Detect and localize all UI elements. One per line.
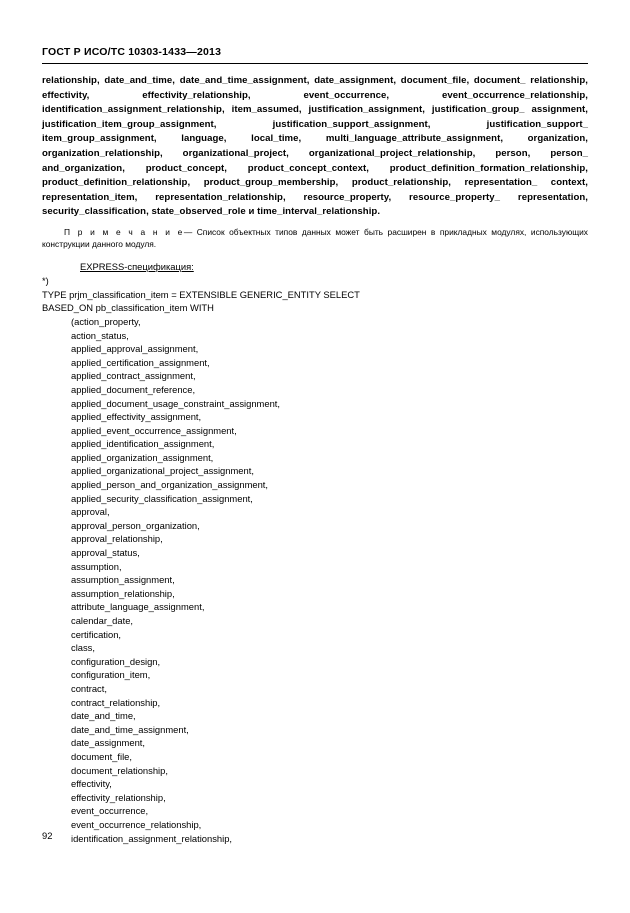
code-line-item: contract, bbox=[71, 682, 107, 694]
code-line-item: contract_relationship, bbox=[71, 696, 161, 708]
header-divider bbox=[42, 63, 588, 64]
code-line-item: approval_person_organization, bbox=[71, 519, 200, 531]
code-line-item: document_file, bbox=[71, 750, 132, 762]
code-line-item: assumption, bbox=[71, 560, 122, 572]
code-line-item: event_occurrence, bbox=[71, 805, 149, 817]
express-specification-heading: EXPRESS-спецификация: bbox=[80, 260, 194, 272]
express-code-block bbox=[42, 288, 588, 845]
code-line-item: effectivity_relationship, bbox=[71, 791, 166, 803]
code-line-item: date_assignment, bbox=[71, 737, 146, 749]
code-line-item: applied_document_usage_constraint_assignment, bbox=[71, 397, 280, 409]
page-number: 92 bbox=[42, 830, 53, 841]
code-line-item: attribute_language_assignment, bbox=[71, 601, 205, 613]
code-line-item: action_status, bbox=[71, 329, 129, 341]
code-line-item: applied_certification_assignment, bbox=[71, 356, 210, 368]
code-line-item: applied_person_and_organization_assignment, bbox=[71, 479, 269, 491]
code-line-item: configuration_item, bbox=[71, 669, 151, 681]
code-line-item: identification_assignment_relationship, bbox=[71, 832, 233, 844]
code-line-item: class, bbox=[71, 642, 95, 654]
code-line-item: applied_security_classification_assignment, bbox=[71, 492, 253, 504]
page-content bbox=[42, 0, 588, 845]
code-line-item: applied_organization_assignment, bbox=[71, 451, 214, 463]
code-line-item: applied_effectivity_assignment, bbox=[71, 411, 202, 423]
code-line-item: event_occurrence_relationship, bbox=[71, 818, 202, 830]
code-line-item: date_and_time_assignment, bbox=[71, 723, 189, 735]
code-line-item: applied_organizational_project_assignment, bbox=[71, 465, 254, 477]
code-line-item: approval_status, bbox=[71, 547, 140, 559]
code-line-item: approval_relationship, bbox=[71, 533, 163, 545]
code-line-item: date_and_time, bbox=[71, 710, 136, 722]
code-line-item: applied_document_reference, bbox=[71, 383, 196, 395]
code-line-first-item: (action_property, bbox=[71, 315, 141, 327]
code-line-item: applied_identification_assignment, bbox=[71, 438, 215, 450]
entity-list-paragraph: relationship, date_and_time, date_and_time_assignment, date_assignment, document_file, document_ relationship, effectivity, effectivity_relationship, event_occurrence, event_occurrence_relationship, identification_assignment_relationship, item_assumed, justification_assignment, justification_group_ assignment, justification_item_group_assignment, justification_support_assignment, justification_support_ item_group_assignment, language, local_time, multi_language_attribute_assignment, organization, organization_relationship, organizational_project, organizational_project_relationship, person, person_ and_organization, product_concept, product_concept_context, product_definition_formation_relationship, product_definition_relationship, product_group_membership, product_relationship, representation_ context, representation_item, representation_relationship, resource_property, resource_property_ representation, security_classification, state_observed_role и time_interval_relationship. bbox=[42, 75, 588, 218]
code-line-item: certification, bbox=[71, 628, 122, 640]
code-item-list bbox=[42, 329, 588, 846]
code-line-item: applied_event_occurrence_assignment, bbox=[71, 424, 237, 436]
code-line-item: applied_contract_assignment, bbox=[71, 370, 196, 382]
note-block bbox=[42, 226, 588, 251]
code-line-item: applied_approval_assignment, bbox=[71, 343, 199, 355]
code-line-item: effectivity, bbox=[71, 778, 112, 790]
code-line-item: calendar_date, bbox=[71, 615, 134, 626]
code-line-item: document_relationship, bbox=[71, 764, 168, 776]
code-line-item: configuration_design, bbox=[71, 655, 161, 667]
note-label: П р и м е ч а н и е bbox=[64, 226, 184, 237]
code-line-item: assumption_relationship, bbox=[71, 587, 175, 599]
code-line-item: assumption_assignment, bbox=[71, 574, 175, 586]
code-line-item: approval, bbox=[71, 506, 110, 518]
code-line-based-on: BASED_ON pb_classification_item WITH bbox=[42, 302, 214, 314]
note-text: — Список объектных типов данных может быть расширен в прикладных модулях, использующих конструкции данного модуля. bbox=[42, 226, 588, 250]
code-line-type-declaration: TYPE prjm_classification_item = EXTENSIBLE GENERIC_ENTITY SELECT bbox=[42, 288, 360, 300]
page-title: ГОСТ Р ИСО/ТС 10303-1433—2013 bbox=[42, 46, 222, 58]
footnote-marker: *) bbox=[42, 274, 49, 286]
